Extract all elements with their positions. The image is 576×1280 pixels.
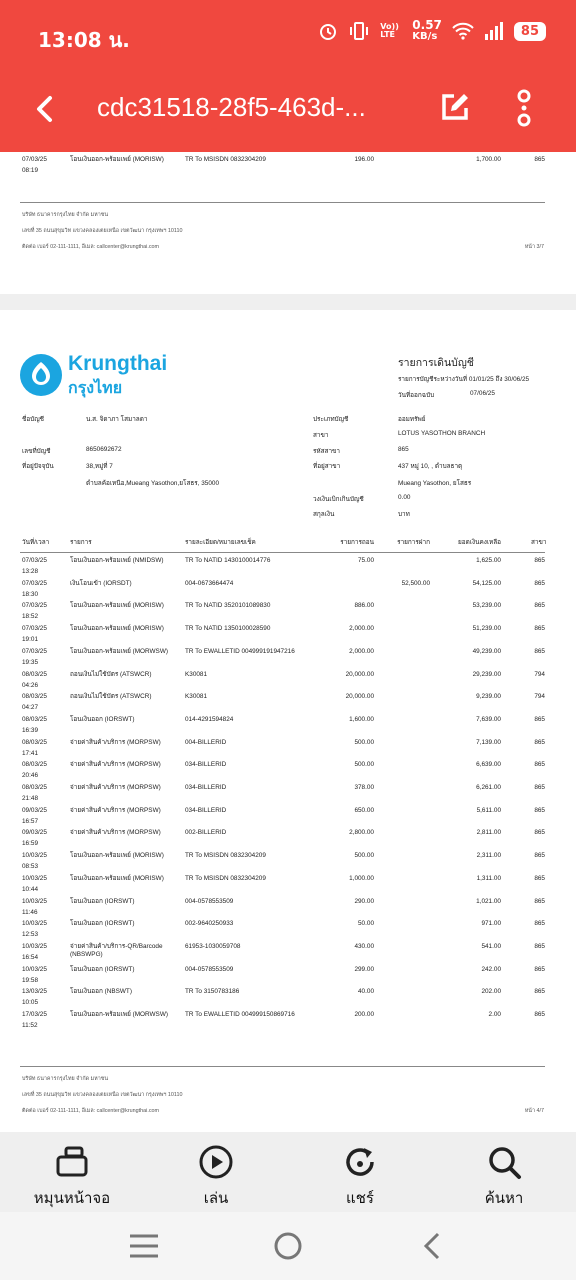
cell-withdraw: 2,800.00 — [349, 829, 374, 837]
header-balance: ยอดเงินคงเหลือ — [458, 539, 501, 546]
footer-address: เลขที่ 35 ถนนสุขุมวิท แขวงคลองเตยเหนือ เขตวัฒนา กรุงเทพฯ 10110 — [22, 228, 183, 234]
rotate-screen-button[interactable] — [12, 1144, 132, 1207]
cell-balance: 2,811.00 — [476, 829, 501, 837]
cell-time: 13:28 — [22, 568, 38, 575]
cell-withdraw: 40.00 — [358, 988, 374, 996]
cell-date: 10/03/25 — [22, 852, 47, 860]
cell-balance: 6,639.00 — [476, 761, 501, 769]
cell-date: 07/03/25 — [22, 625, 47, 633]
cell-branch: 865 — [534, 806, 545, 814]
status-bar — [0, 0, 576, 66]
cell-branch: 865 — [534, 874, 545, 882]
bottom-action-bar — [0, 1132, 576, 1212]
cell-withdraw: 430.00 — [354, 942, 374, 950]
cell-type: โอนเงินออก-พร้อมเพย์ (NMIDSW) — [70, 557, 164, 564]
cell-withdraw: 650.00 — [354, 806, 374, 814]
cell-detail: 034-BILLERID — [185, 806, 227, 814]
status-time: 13:08 น. — [38, 28, 130, 52]
cell-type: จ่ายค่าสินค้า/บริการ-QR/Barcode — [70, 942, 163, 950]
cell-detail: TR To NATID 1350100028590 — [185, 625, 271, 633]
branch-address-line2: Mueang Yasothon, ยโสธร — [398, 480, 472, 487]
account-type-label: ประเภทบัญชี — [313, 416, 349, 423]
footer-company: บริษัท ธนาคารกรุงไทย จำกัด มหาชน — [22, 212, 109, 218]
cell-time: 18:52 — [22, 613, 38, 621]
cell-date: 10/03/25 — [22, 874, 47, 882]
cell-balance: 202.00 — [481, 988, 501, 996]
cell-detail: TR To MSISDN 0832304209 — [185, 156, 266, 163]
cell-type: โอนเงินออก-พร้อมเพย์ (MORWSW) — [70, 647, 168, 655]
share-icon — [342, 1144, 378, 1180]
account-no-label: เลขที่บัญชี — [22, 448, 51, 455]
cell-type: โอนเงินออก (NBSWT) — [70, 988, 132, 996]
cell-type: จ่ายค่าสินค้า/บริการ (MORPSW) — [70, 829, 161, 837]
cell-branch: 865 — [534, 988, 545, 996]
cell-date: 08/03/25 — [22, 761, 47, 769]
page-number: หน้า 4/7 — [524, 1108, 544, 1114]
rotate-screen-icon — [54, 1144, 90, 1180]
cell-detail: 004-0578553509 — [185, 897, 234, 905]
cell-detail: 002-BILLERID — [185, 829, 227, 837]
cell-date: 08/03/25 — [22, 715, 47, 723]
branch-code-label: รหัสสาขา — [313, 448, 340, 455]
cell-type: โอนเงินออก (IORSWT) — [70, 965, 135, 973]
branch-address-line1: 437 หมู่ 10, , ตำบลธาตุ — [398, 463, 463, 470]
cell-balance: 1,700.00 — [476, 156, 501, 163]
rotate-screen-label: หมุนหน้าจอ — [33, 1189, 111, 1207]
cell-branch: 865 — [534, 1011, 545, 1018]
cell-branch: 865 — [534, 579, 545, 587]
address-line2: ตำบลค้อเหนือ,Mueang Yasothon,ยโสธร, 35000 — [86, 480, 219, 487]
cell-time: 21:48 — [22, 795, 38, 802]
cell-balance: 5,611.00 — [476, 806, 501, 814]
cell-balance: 242.00 — [481, 965, 501, 973]
statement-period: รายการบัญชีระหว่างวันที่ 01/01/25 ถึง 30/06/25 — [398, 376, 530, 383]
cell-balance: 6,261.00 — [476, 784, 501, 791]
cell-withdraw: 1,000.00 — [349, 874, 374, 882]
cell-type: โอนเงินออก-พร้อมเพย์ (MORWSW) — [70, 1011, 168, 1018]
header-date: วันที่/เวลา — [22, 539, 50, 546]
play-icon — [198, 1144, 234, 1180]
account-name-label: ชื่อบัญชี — [22, 416, 45, 423]
cell-branch: 865 — [534, 647, 545, 655]
cell-withdraw: 500.00 — [354, 761, 374, 769]
cell-balance: 7,639.00 — [476, 715, 501, 723]
cell-branch: 865 — [534, 784, 545, 791]
account-type: ออมทรัพย์ — [398, 416, 426, 423]
cell-type: โอนเงินออก-พร้อมเพย์ (MORISW) — [70, 852, 164, 860]
cell-time: 11:52 — [22, 1022, 38, 1029]
cell-time: 16:39 — [22, 726, 38, 734]
cell-detail: K30081 — [185, 693, 208, 701]
cell-branch: 794 — [534, 693, 545, 701]
cell-branch: 865 — [534, 625, 545, 633]
cell-date: 08/03/25 — [22, 784, 47, 791]
address-line1: 38,หมู่ที่ 7 — [86, 463, 113, 470]
cell-detail: TR To NATID 1430100014776 — [185, 557, 271, 564]
cell-time: 20:46 — [22, 772, 38, 780]
search-icon — [486, 1144, 522, 1180]
cell-withdraw: 299.00 — [354, 965, 374, 973]
cell-date: 07/03/25 — [22, 156, 47, 163]
cell-branch: 865 — [534, 852, 545, 860]
cell-type: ถอนเงินไม่ใช้บัตร (ATSWCR) — [70, 670, 152, 678]
cell-date: 09/03/25 — [22, 806, 47, 814]
cell-type: จ่ายค่าสินค้า/บริการ (MORPSW) — [70, 784, 161, 791]
branch-name: LOTUS YASOTHON BRANCH — [398, 430, 486, 437]
more-vert-icon — [510, 88, 538, 128]
address-label: ที่อยู่ปัจจุบัน — [22, 463, 54, 470]
cell-balance: 49,239.00 — [472, 647, 501, 655]
overdraft-value: 0.00 — [398, 494, 411, 501]
cell-date: 07/03/25 — [22, 557, 47, 564]
cell-balance: 1,021.00 — [476, 897, 501, 905]
cell-branch: 794 — [534, 670, 545, 678]
cell-time: 10:44 — [22, 885, 38, 893]
cell-time: 04:26 — [22, 681, 38, 689]
home-circle-icon — [272, 1230, 304, 1262]
branch-address-label: ที่อยู่สาขา — [313, 463, 341, 470]
edit-button[interactable] — [436, 90, 472, 126]
cell-balance: 541.00 — [481, 942, 501, 950]
page-number: หน้า 3/7 — [524, 244, 544, 250]
cell-type: โอนเงินออก-พร้อมเพย์ (MORISW) — [70, 156, 164, 163]
cell-withdraw: 500.00 — [354, 852, 374, 860]
cell-withdraw: 200.00 — [354, 1011, 374, 1018]
table-header-divider — [20, 552, 545, 553]
cell-balance: 1,625.00 — [476, 557, 501, 564]
cell-detail: TR To NATID 3520101089830 — [185, 602, 271, 610]
cell-type-line2: (NBSWPG) — [70, 950, 103, 958]
cell-date: 10/03/25 — [22, 920, 47, 928]
logo-text-th: กรุงไทย — [68, 380, 123, 397]
back-button[interactable] — [30, 90, 64, 128]
cell-detail: 004-BILLERID — [185, 738, 227, 746]
menu-icon — [128, 1232, 160, 1260]
cell-type: ถอนเงินไม่ใช้บัตร (ATSWCR) — [70, 693, 152, 701]
cell-detail: TR To 3150783186 — [185, 988, 240, 996]
cell-withdraw: 20,000.00 — [345, 670, 374, 678]
cell-detail: 004-0578553509 — [185, 965, 234, 973]
share-button[interactable] — [300, 1144, 420, 1207]
cell-date: 13/03/25 — [22, 988, 47, 996]
cell-time: 19:58 — [22, 976, 38, 984]
cell-detail: TR To MSISDN 0832304209 — [185, 852, 266, 860]
header-type: รายการ — [70, 539, 92, 546]
cell-branch: 865 — [534, 602, 545, 610]
cell-date: 08/03/25 — [22, 693, 47, 701]
cell-type: โอนเงินออก-พร้อมเพย์ (MORISW) — [70, 625, 164, 633]
cell-date: 07/03/25 — [22, 602, 47, 610]
header-withdraw: รายการถอน — [340, 539, 374, 546]
document-title: cdc31518-28f5-463d-... — [97, 92, 366, 122]
battery-indicator: 85 — [514, 22, 546, 41]
cell-type: เงินโอนเข้า (IORSDT) — [70, 579, 132, 587]
cell-time: 19:35 — [22, 658, 38, 666]
cell-time: 17:41 — [22, 749, 38, 757]
more-options-button[interactable] — [510, 88, 538, 128]
network-speed: 0.57 KB/s — [412, 18, 442, 42]
header-branch: สาขา — [531, 539, 547, 546]
cell-withdraw: 290.00 — [354, 897, 374, 905]
cell-withdraw: 1,600.00 — [349, 715, 374, 723]
cell-detail: 61953-1030059708 — [185, 942, 241, 950]
krungthai-logo-icon — [20, 354, 62, 396]
volte-label: Vo)) LTE — [380, 22, 399, 39]
currency-label: สกุลเงิน — [313, 511, 335, 518]
cell-balance: 9,239.00 — [476, 693, 501, 701]
cell-withdraw: 196.00 — [354, 156, 374, 163]
footer-company: บริษัท ธนาคารกรุงไทย จำกัด มหาชน — [22, 1076, 109, 1082]
pdf-page-4 — [0, 310, 576, 1132]
cell-deposit: 52,500.00 — [401, 579, 430, 587]
cell-withdraw: 75.00 — [358, 557, 374, 564]
cell-branch: 865 — [534, 738, 545, 746]
cell-time: 16:57 — [22, 817, 38, 825]
cell-time: 12:53 — [22, 931, 38, 939]
arrow-back-icon — [30, 90, 64, 128]
cell-withdraw: 2,000.00 — [349, 625, 374, 633]
cell-balance: 51,239.00 — [472, 625, 501, 633]
cell-balance: 7,139.00 — [476, 738, 501, 746]
cell-date: 07/03/25 — [22, 579, 47, 587]
cell-branch: 865 — [534, 761, 545, 769]
logo-text-en: Krungthai — [68, 352, 168, 375]
cell-branch: 865 — [534, 965, 545, 973]
cell-detail: 002-9640250933 — [185, 920, 234, 928]
cell-time: 11:46 — [22, 908, 38, 916]
cell-type: จ่ายค่าสินค้า/บริการ (MORPSW) — [70, 761, 161, 769]
issue-date-label: วันที่ออกฉบับ — [398, 392, 435, 399]
cell-date: 10/03/25 — [22, 897, 47, 905]
issue-date: 07/06/25 — [470, 390, 495, 397]
cell-withdraw: 378.00 — [354, 784, 374, 791]
signal-icon — [484, 22, 504, 40]
currency: บาท — [398, 511, 410, 518]
search-button[interactable] — [444, 1144, 564, 1207]
cell-withdraw: 886.00 — [354, 602, 374, 610]
search-label: ค้นหา — [484, 1189, 524, 1207]
cell-date: 08/03/25 — [22, 670, 47, 678]
cell-time: 08:53 — [22, 863, 38, 871]
cell-withdraw: 2,000.00 — [349, 647, 374, 655]
chevron-left-icon — [420, 1230, 444, 1262]
cell-type: โอนเงินออก (IORSWT) — [70, 715, 135, 723]
system-nav-bar — [0, 1212, 576, 1280]
cell-time: 19:01 — [22, 636, 38, 644]
cell-withdraw: 50.00 — [358, 920, 374, 928]
status-icons — [318, 20, 546, 42]
branch-label: สาขา — [313, 432, 329, 439]
cell-date: 17/03/25 — [22, 1011, 47, 1018]
cell-date: 10/03/25 — [22, 942, 47, 950]
pdf-page-3 — [0, 152, 576, 294]
cell-type: จ่ายค่าสินค้า/บริการ (MORPSW) — [70, 738, 161, 746]
cell-detail: 034-BILLERID — [185, 784, 227, 791]
cell-branch: 865 — [534, 715, 545, 723]
recent-apps-button[interactable] — [128, 1232, 160, 1264]
cell-type: โอนเงินออก (IORSWT) — [70, 920, 135, 928]
cell-detail: TR To MSISDN 0832304209 — [185, 874, 266, 882]
cell-branch: 865 — [534, 897, 545, 905]
footer-address: เลขที่ 35 ถนนสุขุมวิท แขวงคลองเตยเหนือ เขตวัฒนา กรุงเทพฯ 10110 — [22, 1092, 183, 1098]
cell-branch: 865 — [534, 156, 545, 163]
cell-type: โอนเงินออก (IORSWT) — [70, 897, 135, 905]
cell-type: โอนเงินออก-พร้อมเพย์ (MORISW) — [70, 874, 164, 882]
cell-date: 10/03/25 — [22, 965, 47, 973]
system-back-button[interactable] — [420, 1230, 444, 1266]
cell-branch: 865 — [534, 942, 545, 950]
edit-icon — [436, 90, 472, 126]
pdf-viewer[interactable] — [0, 152, 576, 1132]
header-deposit: รายการฝาก — [397, 539, 430, 546]
footer-contact: ติดต่อ เบอร์ 02-111-1111, อีเมล: callcenter@krungthai.com — [22, 244, 160, 250]
overdraft-label: วงเงินเบิกเกินบัญชี — [313, 496, 364, 503]
app-bar — [0, 66, 576, 152]
account-name: น.ส. จิดาภา โสมาลดา — [86, 416, 148, 423]
share-label: แชร์ — [346, 1189, 374, 1207]
cell-balance: 53,239.00 — [472, 602, 501, 610]
cell-balance: 54,125.00 — [472, 579, 501, 587]
cell-date: 07/03/25 — [22, 647, 47, 655]
cell-detail: 034-BILLERID — [185, 761, 227, 769]
cell-branch: 865 — [534, 920, 545, 928]
cell-type: จ่ายค่าสินค้า/บริการ (MORPSW) — [70, 806, 161, 814]
cell-detail: 014-4291594824 — [185, 715, 234, 723]
cell-time: 16:54 — [22, 953, 38, 961]
cell-date: 08/03/25 — [22, 738, 47, 746]
header-detail: รายละเอียด/หมายเลขเช็ค — [185, 539, 256, 546]
cell-detail: TR To EWALLETID 004999191947216 — [185, 647, 295, 655]
cell-branch: 865 — [534, 557, 545, 564]
account-no: 8650692672 — [86, 446, 122, 453]
cell-withdraw: 500.00 — [354, 738, 374, 746]
vibrate-icon — [348, 21, 370, 41]
cell-balance: 971.00 — [481, 920, 501, 928]
footer-contact: ติดต่อ เบอร์ 02-111-1111, อีเมล: callcenter@krungthai.com — [22, 1108, 160, 1114]
wifi-icon — [452, 22, 474, 40]
cell-balance: 29,239.00 — [472, 670, 501, 678]
cell-time: 10:05 — [22, 999, 38, 1007]
cell-detail: 004-0673664474 — [185, 579, 234, 587]
branch-code: 865 — [398, 446, 409, 453]
cell-detail: TR To EWALLETID 004999150869716 — [185, 1011, 295, 1018]
cell-balance: 2.00 — [488, 1011, 501, 1018]
statement-title: รายการเดินบัญชี — [398, 357, 474, 369]
home-button[interactable] — [272, 1230, 304, 1266]
cell-type: โอนเงินออก-พร้อมเพย์ (MORISW) — [70, 602, 164, 610]
cell-time: 16:59 — [22, 840, 38, 848]
cell-detail: K30081 — [185, 670, 208, 678]
cell-branch: 865 — [534, 829, 545, 837]
cell-time: 04:27 — [22, 704, 38, 712]
cell-time: 18:30 — [22, 590, 38, 598]
cell-time: 08:19 — [22, 167, 38, 174]
alarm-icon — [318, 21, 338, 41]
divider — [20, 1066, 545, 1067]
cell-balance: 1,311.00 — [476, 874, 501, 882]
cell-balance: 2,311.00 — [476, 852, 501, 860]
play-label: เล่น — [203, 1189, 229, 1207]
cell-withdraw: 20,000.00 — [345, 693, 374, 701]
cell-date: 09/03/25 — [22, 829, 47, 837]
play-button[interactable] — [156, 1144, 276, 1207]
divider — [20, 202, 545, 203]
